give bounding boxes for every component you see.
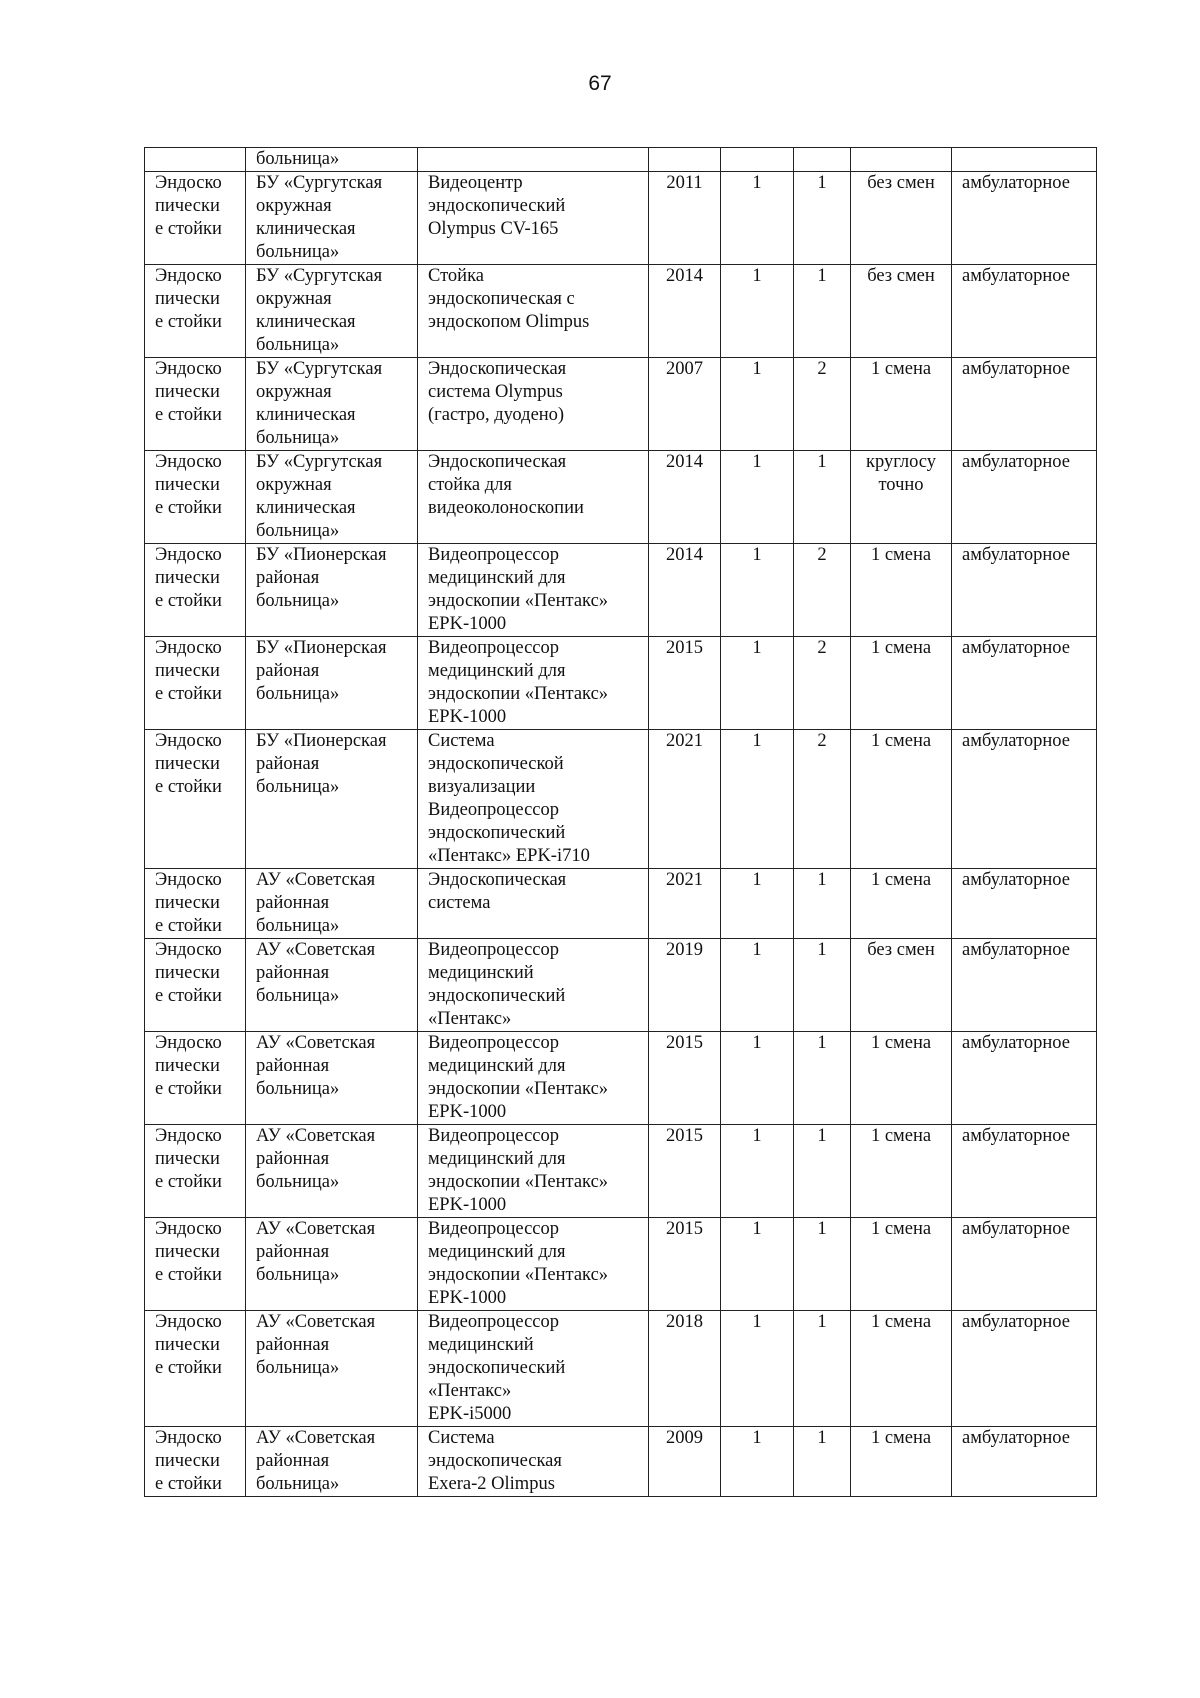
organization-cell: БУ «Сургутская окружная клиническая больница» bbox=[246, 172, 418, 265]
quantity-cell: 1 bbox=[721, 451, 794, 544]
quantity-cell: 1 bbox=[721, 358, 794, 451]
care-type-cell: амбулаторное bbox=[952, 1125, 1097, 1218]
year-cell: 2019 bbox=[649, 939, 721, 1032]
equipment-type-cell: Эндоско пически е стойки bbox=[145, 637, 246, 730]
table-row bbox=[145, 544, 1097, 637]
page-number: 67 bbox=[588, 72, 612, 95]
equipment-type-cell bbox=[145, 148, 246, 172]
care-type-cell: амбулаторное bbox=[952, 1218, 1097, 1311]
organization-cell: АУ «Советская районная больница» bbox=[246, 1311, 418, 1427]
shift-cell: без смен bbox=[851, 265, 952, 358]
shift-cell: 1 смена bbox=[851, 1311, 952, 1427]
quantity-cell: 1 bbox=[721, 939, 794, 1032]
model-cell bbox=[418, 148, 649, 172]
equipment-type-cell: Эндоско пически е стойки bbox=[145, 172, 246, 265]
table-body bbox=[145, 148, 1097, 1497]
table-row bbox=[145, 1032, 1097, 1125]
equipment-type-cell: Эндоско пически е стойки bbox=[145, 1311, 246, 1427]
quantity-cell: 1 bbox=[721, 544, 794, 637]
organization-cell: АУ «Советская районная больница» bbox=[246, 1125, 418, 1218]
equipment-type-cell: Эндоско пически е стойки bbox=[145, 265, 246, 358]
organization-cell: БУ «Сургутская окружная клиническая больница» bbox=[246, 358, 418, 451]
model-cell: Видеопроцессор медицинский для эндоскопии «Пентакс» EPK-1000 bbox=[418, 1218, 649, 1311]
organization-cell: АУ «Советская районная больница» bbox=[246, 869, 418, 939]
year-cell: 2018 bbox=[649, 1311, 721, 1427]
organization-cell: АУ «Советская районная больница» bbox=[246, 1218, 418, 1311]
model-cell: Видеопроцессор медицинский для эндоскопии «Пентакс» EPK-1000 bbox=[418, 637, 649, 730]
table-row bbox=[145, 451, 1097, 544]
year-cell: 2014 bbox=[649, 451, 721, 544]
care-type-cell: амбулаторное bbox=[952, 637, 1097, 730]
shift-cell: 1 смена bbox=[851, 358, 952, 451]
shift-cell: без смен bbox=[851, 939, 952, 1032]
table-row bbox=[145, 148, 1097, 172]
year-cell: 2021 bbox=[649, 730, 721, 869]
table-row bbox=[145, 869, 1097, 939]
shift-cell: 1 смена bbox=[851, 869, 952, 939]
model-cell: Система эндоскопическая Exera-2 Olimpus bbox=[418, 1427, 649, 1497]
organization-cell: АУ «Советская районная больница» bbox=[246, 1032, 418, 1125]
quantity-cell: 1 bbox=[721, 1032, 794, 1125]
table-row bbox=[145, 730, 1097, 869]
count-cell: 1 bbox=[794, 1311, 851, 1427]
year-cell: 2011 bbox=[649, 172, 721, 265]
count-cell: 1 bbox=[794, 869, 851, 939]
organization-cell: БУ «Сургутская окружная клиническая больница» bbox=[246, 265, 418, 358]
model-cell: Видеоцентр эндоскопический Olympus CV-165 bbox=[418, 172, 649, 265]
organization-cell: АУ «Советская районная больница» bbox=[246, 939, 418, 1032]
shift-cell: 1 смена bbox=[851, 730, 952, 869]
equipment-type-cell: Эндоско пически е стойки bbox=[145, 451, 246, 544]
care-type-cell: амбулаторное bbox=[952, 1311, 1097, 1427]
year-cell: 2015 bbox=[649, 637, 721, 730]
model-cell: Видеопроцессор медицинский эндоскопический «Пентакс» bbox=[418, 939, 649, 1032]
care-type-cell: амбулаторное bbox=[952, 730, 1097, 869]
organization-cell: БУ «Сургутская окружная клиническая больница» bbox=[246, 451, 418, 544]
model-cell: Видеопроцессор медицинский для эндоскопии «Пентакс» EPK-1000 bbox=[418, 1125, 649, 1218]
shift-cell: 1 смена bbox=[851, 1218, 952, 1311]
equipment-type-cell: Эндоско пически е стойки bbox=[145, 869, 246, 939]
count-cell: 2 bbox=[794, 637, 851, 730]
year-cell: 2014 bbox=[649, 265, 721, 358]
care-type-cell: амбулаторное bbox=[952, 451, 1097, 544]
model-cell: Стойка эндоскопическая с эндоскопом Olimpus bbox=[418, 265, 649, 358]
count-cell: 1 bbox=[794, 939, 851, 1032]
organization-cell: больница» bbox=[246, 148, 418, 172]
quantity-cell: 1 bbox=[721, 1218, 794, 1311]
shift-cell: 1 смена bbox=[851, 544, 952, 637]
year-cell: 2014 bbox=[649, 544, 721, 637]
shift-cell: 1 смена bbox=[851, 637, 952, 730]
year-cell bbox=[649, 148, 721, 172]
count-cell: 1 bbox=[794, 172, 851, 265]
organization-cell: АУ «Советская районная больница» bbox=[246, 1427, 418, 1497]
year-cell: 2015 bbox=[649, 1032, 721, 1125]
shift-cell: 1 смена bbox=[851, 1427, 952, 1497]
table-row bbox=[145, 637, 1097, 730]
quantity-cell bbox=[721, 148, 794, 172]
table-row bbox=[145, 358, 1097, 451]
model-cell: Эндоскопическая система bbox=[418, 869, 649, 939]
shift-cell bbox=[851, 148, 952, 172]
count-cell bbox=[794, 148, 851, 172]
count-cell: 2 bbox=[794, 730, 851, 869]
table-row bbox=[145, 1218, 1097, 1311]
organization-cell: БУ «Пионерская районая больница» bbox=[246, 544, 418, 637]
count-cell: 1 bbox=[794, 1427, 851, 1497]
count-cell: 1 bbox=[794, 451, 851, 544]
quantity-cell: 1 bbox=[721, 1427, 794, 1497]
quantity-cell: 1 bbox=[721, 265, 794, 358]
equipment-type-cell: Эндоско пически е стойки bbox=[145, 358, 246, 451]
count-cell: 2 bbox=[794, 358, 851, 451]
model-cell: Видеопроцессор медицинский для эндоскопии «Пентакс» EPK-1000 bbox=[418, 1032, 649, 1125]
count-cell: 1 bbox=[794, 1125, 851, 1218]
care-type-cell: амбулаторное bbox=[952, 172, 1097, 265]
year-cell: 2015 bbox=[649, 1218, 721, 1311]
care-type-cell bbox=[952, 148, 1097, 172]
shift-cell: без смен bbox=[851, 172, 952, 265]
equipment-type-cell: Эндоско пически е стойки bbox=[145, 1032, 246, 1125]
care-type-cell: амбулаторное bbox=[952, 869, 1097, 939]
shift-cell: круглосу точно bbox=[851, 451, 952, 544]
shift-cell: 1 смена bbox=[851, 1125, 952, 1218]
equipment-type-cell: Эндоско пически е стойки bbox=[145, 1218, 246, 1311]
care-type-cell: амбулаторное bbox=[952, 939, 1097, 1032]
model-cell: Система эндоскопической визуализации Видеопроцессор эндоскопический «Пентакс» EPK-i710 bbox=[418, 730, 649, 869]
organization-cell: БУ «Пионерская районая больница» bbox=[246, 730, 418, 869]
model-cell: Эндоскопическая система Olympus (гастро, дуодено) bbox=[418, 358, 649, 451]
quantity-cell: 1 bbox=[721, 1125, 794, 1218]
care-type-cell: амбулаторное bbox=[952, 544, 1097, 637]
equipment-table bbox=[144, 147, 1097, 1497]
year-cell: 2015 bbox=[649, 1125, 721, 1218]
shift-cell: 1 смена bbox=[851, 1032, 952, 1125]
year-cell: 2021 bbox=[649, 869, 721, 939]
count-cell: 2 bbox=[794, 544, 851, 637]
table-row bbox=[145, 265, 1097, 358]
count-cell: 1 bbox=[794, 1032, 851, 1125]
care-type-cell: амбулаторное bbox=[952, 358, 1097, 451]
count-cell: 1 bbox=[794, 265, 851, 358]
equipment-type-cell: Эндоско пически е стойки bbox=[145, 730, 246, 869]
quantity-cell: 1 bbox=[721, 869, 794, 939]
equipment-type-cell: Эндоско пически е стойки bbox=[145, 544, 246, 637]
equipment-type-cell: Эндоско пически е стойки bbox=[145, 1125, 246, 1218]
organization-cell: БУ «Пионерская районая больница» bbox=[246, 637, 418, 730]
year-cell: 2009 bbox=[649, 1427, 721, 1497]
year-cell: 2007 bbox=[649, 358, 721, 451]
quantity-cell: 1 bbox=[721, 172, 794, 265]
table-row bbox=[145, 1125, 1097, 1218]
model-cell: Эндоскопическая стойка для видеоколоноскопии bbox=[418, 451, 649, 544]
care-type-cell: амбулаторное bbox=[952, 1427, 1097, 1497]
quantity-cell: 1 bbox=[721, 1311, 794, 1427]
care-type-cell: амбулаторное bbox=[952, 1032, 1097, 1125]
quantity-cell: 1 bbox=[721, 637, 794, 730]
equipment-type-cell: Эндоско пически е стойки bbox=[145, 939, 246, 1032]
model-cell: Видеопроцессор медицинский эндоскопический «Пентакс» EPK-i5000 bbox=[418, 1311, 649, 1427]
table-row bbox=[145, 1427, 1097, 1497]
table-row bbox=[145, 172, 1097, 265]
equipment-type-cell: Эндоско пически е стойки bbox=[145, 1427, 246, 1497]
quantity-cell: 1 bbox=[721, 730, 794, 869]
count-cell: 1 bbox=[794, 1218, 851, 1311]
table-row bbox=[145, 1311, 1097, 1427]
table-row bbox=[145, 939, 1097, 1032]
model-cell: Видеопроцессор медицинский для эндоскопии «Пентакс» EPK-1000 bbox=[418, 544, 649, 637]
care-type-cell: амбулаторное bbox=[952, 265, 1097, 358]
